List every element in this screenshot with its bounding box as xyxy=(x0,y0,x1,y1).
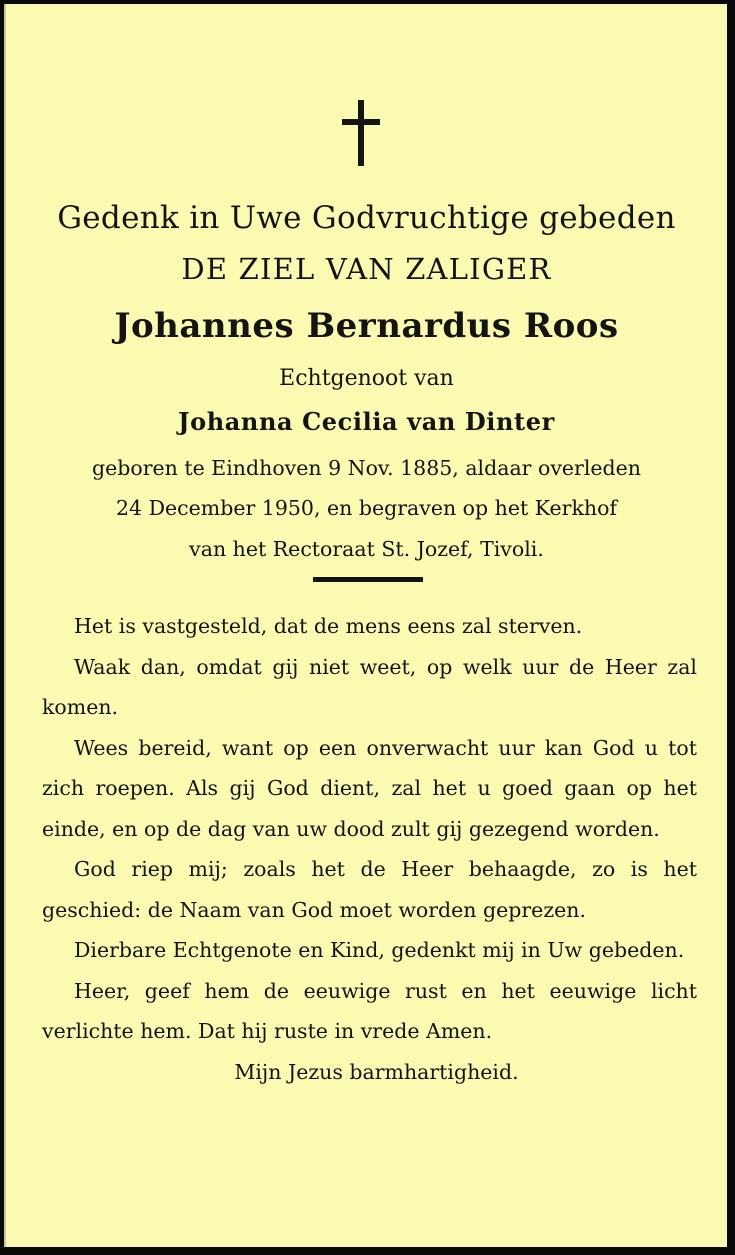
prayer-paragraph-6: Heer, geef hem de eeuwige rust en het eeuwige licht verlichte hem. Dat hij ruste in vrede Amen. xyxy=(42,978,697,1043)
subtitle: DE ZIEL VAN ZALIGER xyxy=(181,252,552,286)
memorial-card xyxy=(4,4,727,1247)
heading-line: Gedenk in Uwe Godvruchtige gebeden xyxy=(57,200,676,236)
spouse-name: Johanna Cecilia van Dinter xyxy=(178,407,555,436)
dates-line-2: 24 December 1950, en begraven op het Kerkhof xyxy=(116,496,617,520)
prayer-paragraph-3: Wees bereid, want op een onverwacht uur kan God u tot zich roepen. Als gij God dient, zal het u goed gaan op het einde, en op de dag van uw dood zult gij gezegend worden. xyxy=(42,735,697,841)
dates-line-3: van het Rectoraat St. Jozef, Tivoli. xyxy=(189,537,544,561)
relation-text: Echtgenoot van xyxy=(279,366,454,391)
closing-line: Mijn Jezus barmhartigheid. xyxy=(234,1059,519,1084)
deceased-name: Johannes Bernardus Roos xyxy=(114,306,619,346)
prayer-paragraph-1: Het is vastgesteld, dat de mens eens zal sterven. xyxy=(74,614,583,638)
prayer-paragraph-2: Waak dan, omdat gij niet weet, op welk uur de Heer zal komen. xyxy=(42,654,697,719)
prayer-text xyxy=(42,606,697,1092)
divider xyxy=(313,577,423,582)
dates-line-1: geboren te Eindhoven 9 Nov. 1885, aldaar overleden xyxy=(92,456,641,480)
prayer-paragraph-5: Dierbare Echtgenote en Kind, gedenkt mij in Uw gebeden. xyxy=(74,938,685,962)
cross-icon xyxy=(342,100,380,166)
prayer-paragraph-4: God riep mij; zoals het de Heer behaagde, zo is het geschied: de Naam van God moet worden geprezen. xyxy=(42,857,697,922)
